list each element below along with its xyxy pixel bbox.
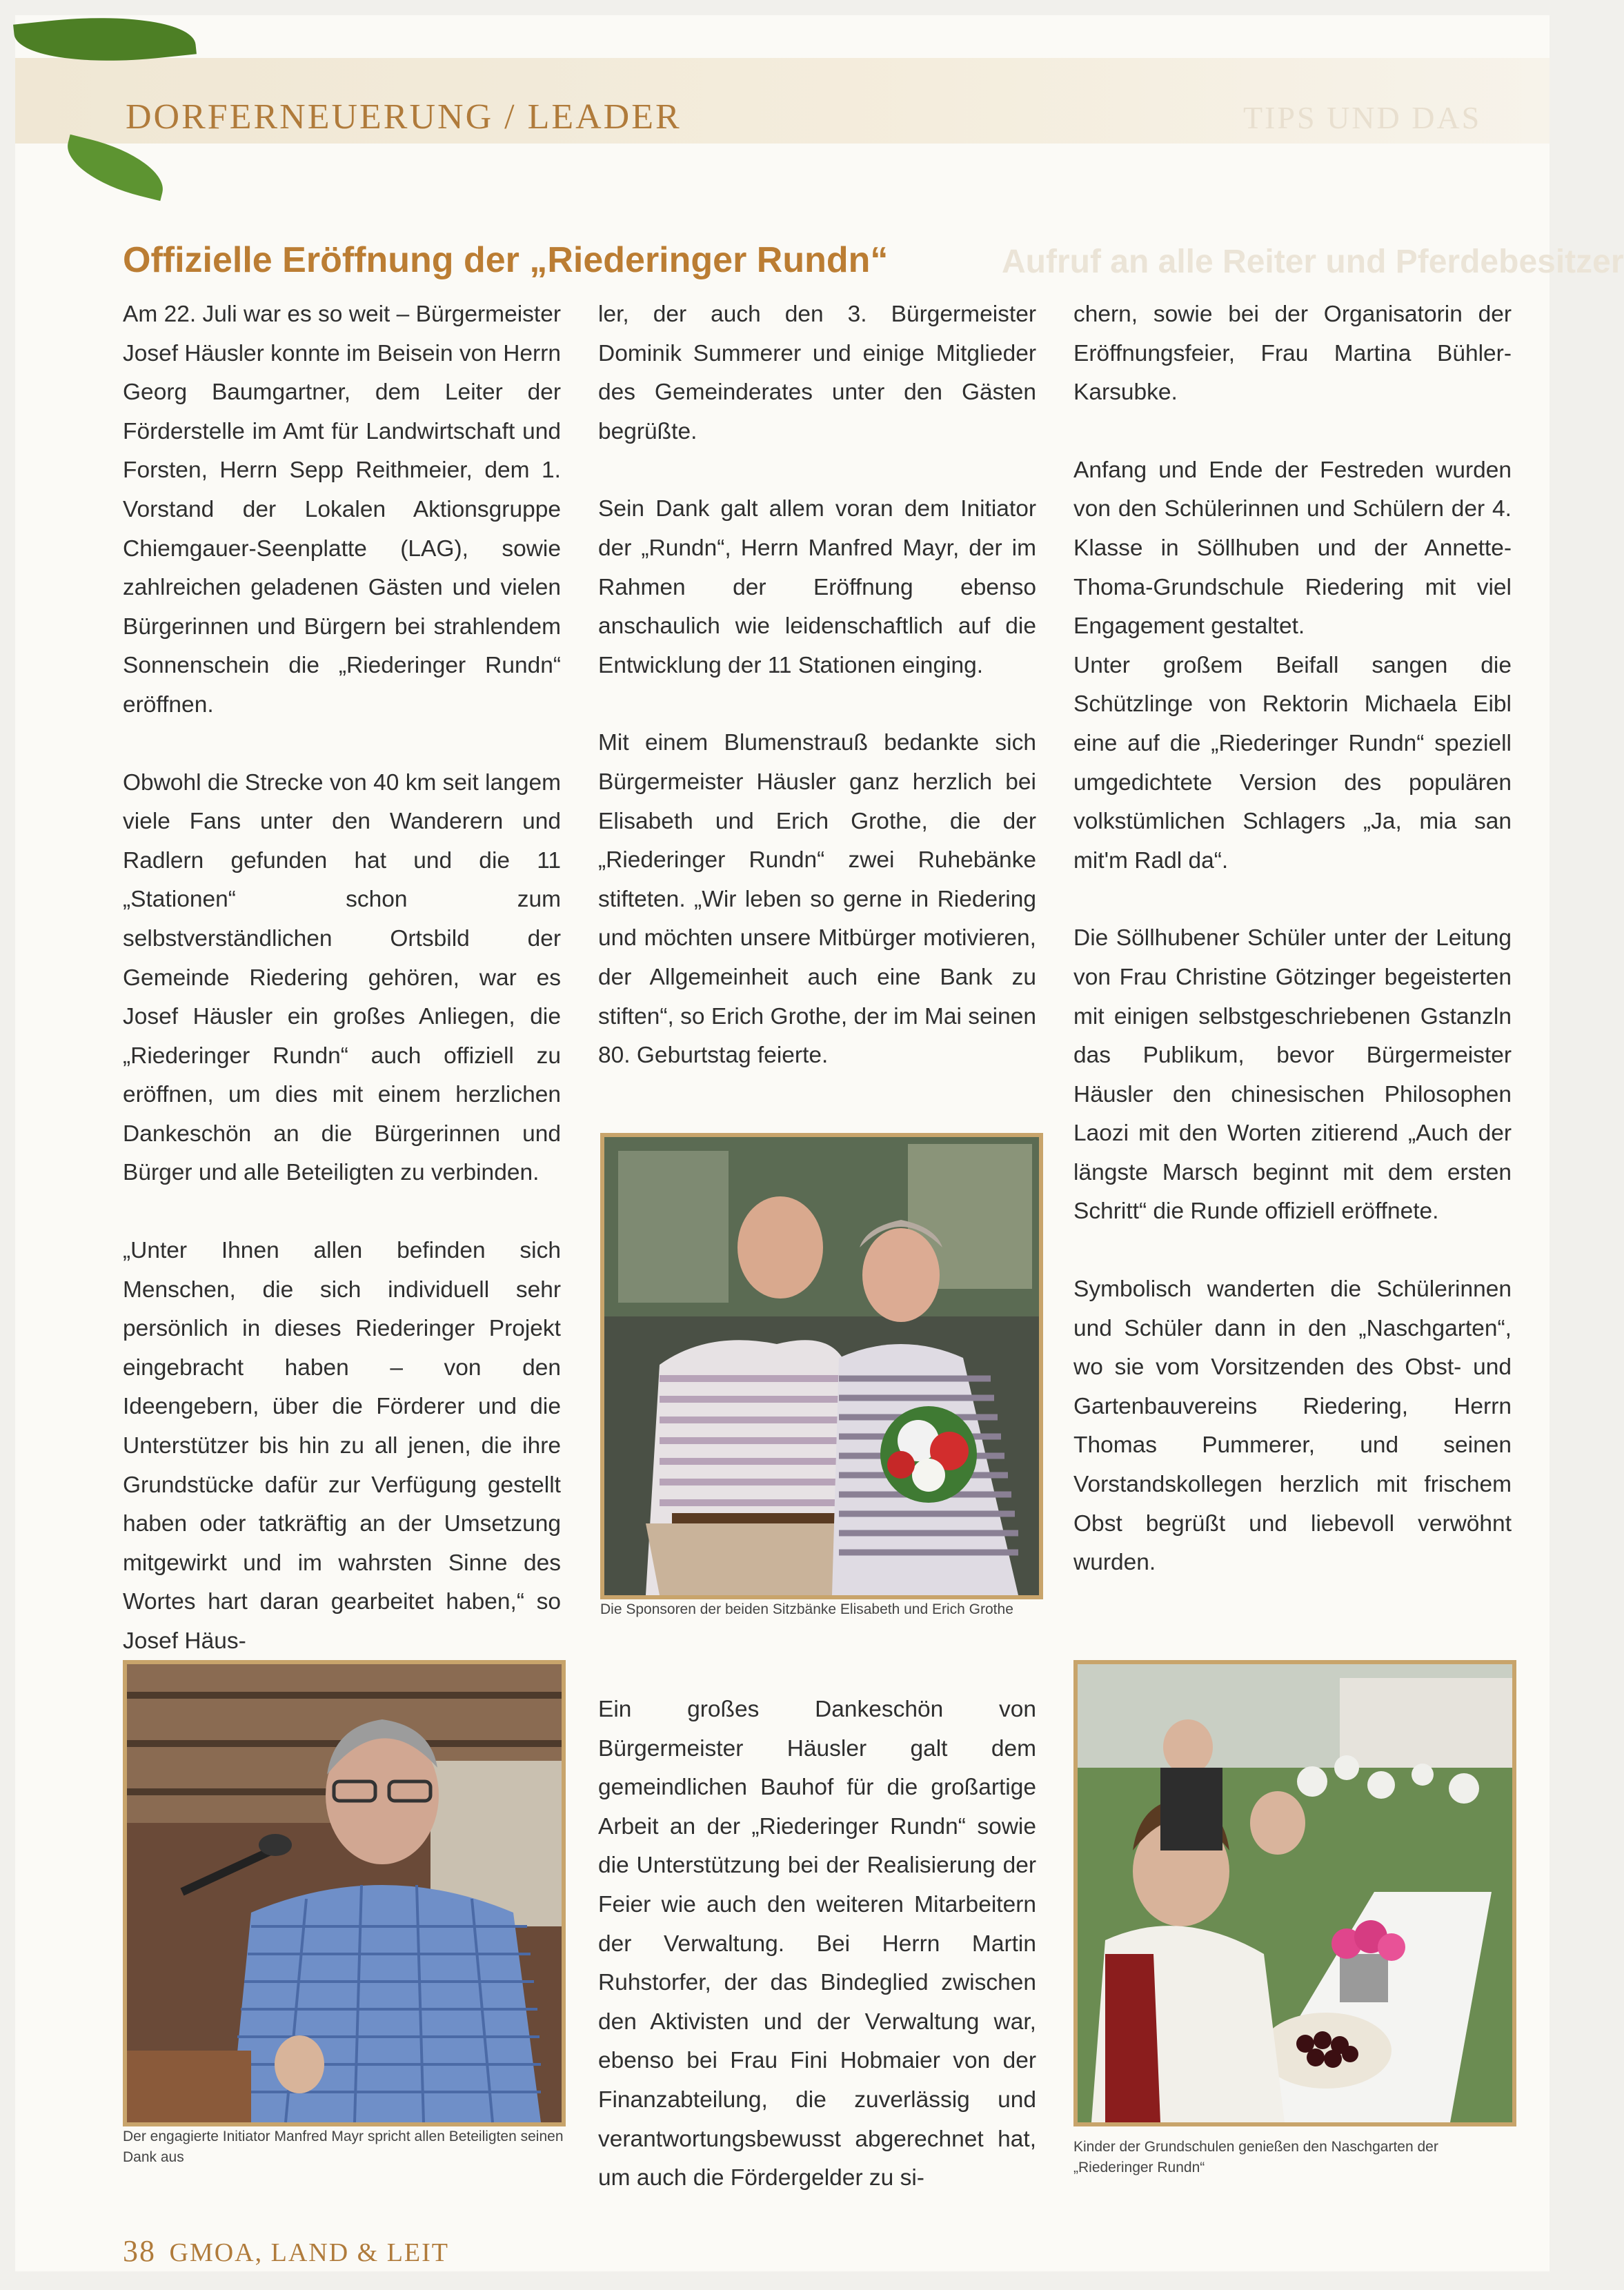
faded-section-title: TIPS UND DAS bbox=[1243, 100, 1482, 135]
paragraph: Anfang und Ende der Festreden wurden von den Schülerinnen und Schülern der 4. Klasse in Söllhuben und der Annette-Thoma-Grundschule Riedering mit viel Engagement gestaltet. bbox=[1073, 457, 1512, 640]
article-column-2 bbox=[598, 295, 1036, 1076]
paragraph: Sein Dank galt allem voran dem Initiator der „Rundn“, Herrn Manfred Mayr, der im Rahmen der Eröffnung ebenso anschaulich wie leidenschaftlich auf die Entwicklung der 11 Stationen einging. bbox=[598, 496, 1036, 678]
section-title: DORFERNEUERUNG / LEADER bbox=[126, 97, 682, 137]
paragraph: ler, der auch den 3. Bürgermeister Dominik Summerer und einige Mitglieder des Gemeinderates unter den Gästen begrüßte. bbox=[598, 302, 1036, 444]
paragraph: Ein großes Dankeschön von Bürgermeister Häusler galt dem gemeindlichen Bauhof für die großartige Arbeit an der „Riederinger Rundn“ sowie die Unterstützung bei der Realisierung der Feier wie auch den weiteren Mitarbeitern der Verwaltung. Bei Herrn Martin Ruhstorfer, der das Bindeglied zwischen den Aktivisten und der Verwaltung war, ebenso bei Frau Fini Hobmaier von der Finanzabteilung, die zuverlässig und verantwortungsbewusst abgerechnet hat, um auch die Fördergelder zu si- bbox=[598, 1697, 1036, 2191]
sponsors-photo bbox=[600, 1133, 1043, 1599]
magazine-page bbox=[15, 15, 1624, 2271]
article-column-2-continued bbox=[598, 1690, 1036, 2198]
paragraph: chern, sowie bei der Organisatorin der Eröffnungsfeier, Frau Martina Bühler-Karsubke. bbox=[1073, 302, 1512, 406]
sponsors-photo-caption: Die Sponsoren der beiden Sitzbänke Elisabeth und Erich Grothe bbox=[600, 1601, 1013, 1617]
paragraph: Am 22. Juli war es so weit – Bürgermeister Josef Häusler konnte im Beisein von Herrn Georg Baumgartner, dem Leiter der Förderstelle im Amt für Landwirtschaft und Forsten, Herrn Sepp Reithmeier, dem 1. Vorstand der Lokalen Aktionsgruppe Chiemgauer-Seenplatte (LAG), sowie zahlreichen geladenen Gästen und vielen Bürgerinnen und Bürgern bei strahlendem Sonnenschein die „Riederinger Rundn“ eröffnen. bbox=[123, 302, 561, 718]
page-footer bbox=[123, 2233, 449, 2269]
page-number: 38 bbox=[123, 2234, 156, 2268]
article-column-3 bbox=[1073, 295, 1512, 1583]
speaker-image bbox=[127, 1664, 562, 2122]
speaker-photo-caption: Der engagierte Initiator Manfred Mayr spricht allen Beteiligten seinen Dank aus bbox=[123, 2129, 564, 2165]
speaker-photo bbox=[123, 1660, 566, 2126]
paragraph: Die Söllhubener Schüler unter der Leitung von Frau Christine Götzinger begeisterten mit einigen selbstgeschriebenen Gstanzln das Publikum, bevor Bürgermeister Häusler den chinesischen Philosophen Laozi mit den Worten zitierend „Auch der längste Marsch beginnt mit dem ersten Schritt“ die Runde offiziell eröffnete. bbox=[1073, 925, 1512, 1225]
paragraph: Symbolisch wanderten die Schülerinnen und Schüler dann in den „Naschgarten“, wo sie vom Vorsitzenden des Obst- und Gartenbauvereins Riedering, Herrn Thomas Pummerer, und seinen Vorstandskollegen herzlich mit frischem Obst begrüßt und liebevoll verwöhnt wurden. bbox=[1073, 1276, 1512, 1576]
magazine-name: GMOA, LAND & LEIT bbox=[169, 2238, 450, 2267]
faded-headline: Aufruf an alle Reiter und Pferdebesitzer bbox=[1002, 244, 1624, 280]
couple-image bbox=[604, 1137, 1039, 1595]
article-column-1 bbox=[123, 295, 561, 1661]
children-photo bbox=[1073, 1660, 1516, 2126]
children-image bbox=[1078, 1664, 1512, 2122]
leaf-decoration-icon bbox=[60, 135, 171, 201]
article-headline: Offizielle Eröffnung der „Riederinger Rundn“ bbox=[123, 240, 889, 280]
paragraph: Unter großem Beifall sangen die Schützlinge von Rektorin Michaela Eibl eine auf die „Riederinger Rundn“ speziell umgedichtete Version des populären volkstümlichen Schlagers „Ja, mia san mit'm Radl da“. bbox=[1073, 652, 1512, 873]
paragraph: Mit einem Blumenstrauß bedankte sich Bürgermeister Häusler ganz herzlich bei Elisabeth und Erich Grothe, die der „Riederinger Rundn“ zwei Ruhebänke stifteten. „Wir leben so gerne in Riedering und möchten unsere Mitbürger motivieren, der Allgemeinheit auch eine Bank zu stiften“, so Erich Grothe, der im Mai seinen 80. Geburtstag feierte. bbox=[598, 730, 1036, 1069]
paragraph: „Unter Ihnen allen befinden sich Menschen, die sich individuell sehr persönlich in dieses Riederinger Projekt eingebracht haben – von den Ideengebern, über die Förderer und die Unterstützer bis hin zu all jenen, die ihre Grundstücke dafür zur Verfügung gestellt haben oder tatkräftig an der Umsetzung mitgewirkt und im wahrsten Sinne des Wortes hart daran gearbeitet haben,“ so Josef Häus- bbox=[123, 1238, 561, 1654]
paragraph: Obwohl die Strecke von 40 km seit langem viele Fans unter den Wanderern und Radlern gefunden hat und die 11 „Stationen“ schon zum selbstverständlichen Ortsbild der Gemeinde Riedering gehören, war es Josef Häusler ein großes Anliegen, die „Riederinger Rundn“ auch offiziell zu eröffnen, um dies mit einem herzlichen Dankeschön an die Bürgerinnen und Bürger und alle Beteiligten zu verbinden. bbox=[123, 769, 561, 1186]
children-photo-caption: Kinder der Grundschulen genießen den Naschgarten der „Riederinger Rundn“ bbox=[1073, 2139, 1438, 2175]
